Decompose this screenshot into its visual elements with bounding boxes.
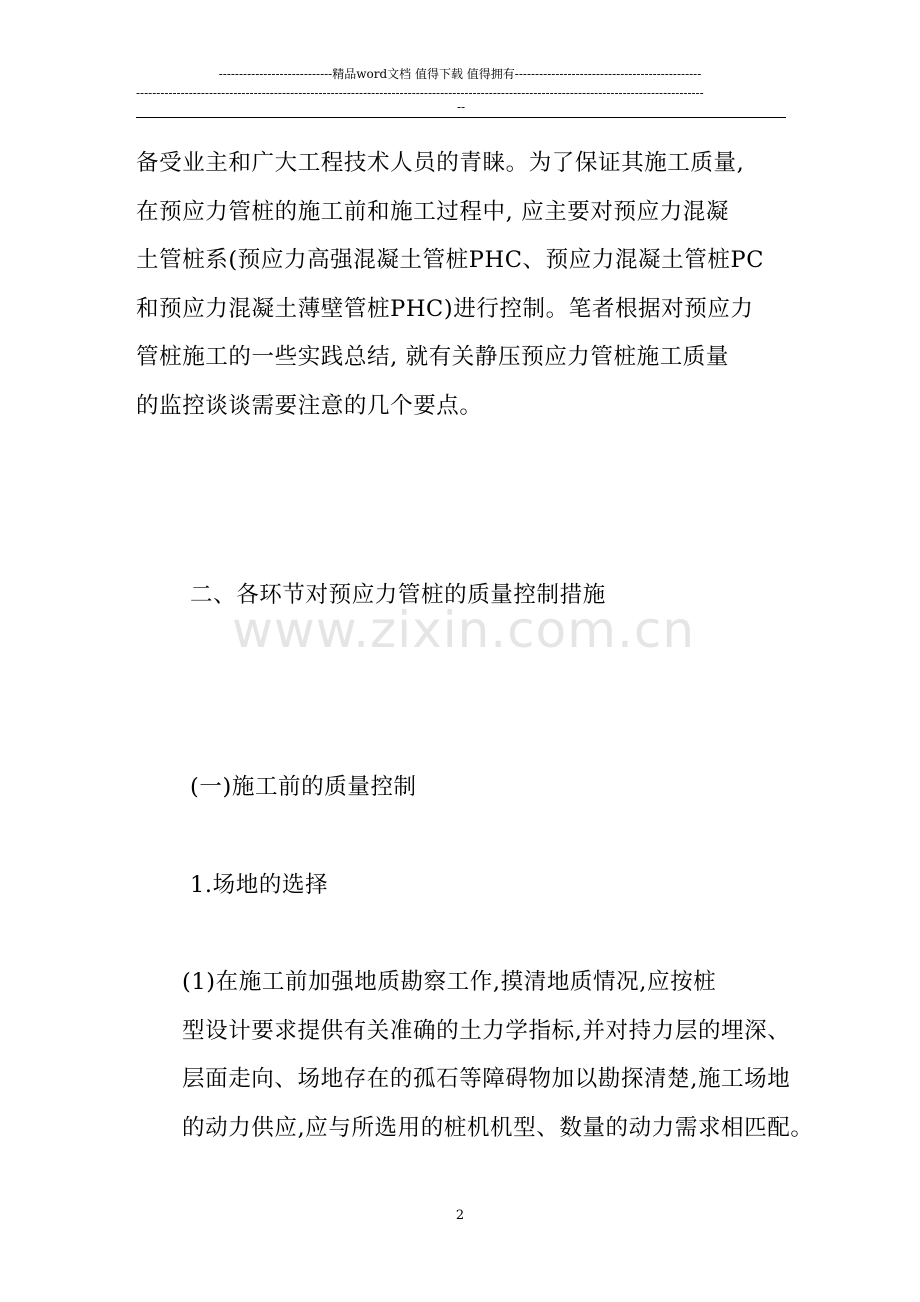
- subsection-heading: (一)施工前的质量控制: [190, 774, 417, 800]
- item-heading: 1.场地的选择: [190, 872, 329, 898]
- header-banner: ----------------------------精品word文档 值得下载 值得拥有----------------------------------------------: [218, 67, 702, 81]
- watermark: www.zixin.com.cn: [232, 601, 696, 659]
- item-paragraph: [136, 958, 814, 1152]
- text-line: 在预应力管桩的施工前和施工过程中, 应主要对预应力混凝: [136, 198, 730, 225]
- header-dash-tail: --: [456, 100, 466, 114]
- text-line: (1)在施工前加强地质勘察工作,摸清地质情况,应按桩: [182, 969, 717, 995]
- text-line: 的监控谈谈需要注意的几个要点。: [136, 392, 483, 419]
- intro-paragraph: [136, 139, 788, 430]
- text-line: 的动力供应,应与所选用的桩机机型、数量的动力需求相匹配。: [182, 1114, 814, 1141]
- text-line: 备受业主和广大工程技术人员的青睐。为了保证其施工质量,: [136, 150, 745, 176]
- text-line: 和预应力混凝土薄壁管桩PHC)进行控制。笔者根据对预应力: [136, 295, 754, 322]
- text-line: 层面走向、场地存在的孤石等障碍物加以勘探清楚,施工场地: [182, 1066, 791, 1092]
- page-number: 2: [455, 1208, 465, 1223]
- text-line: 型设计要求提供有关准确的土力学指标,并对持力层的埋深、: [182, 1017, 791, 1044]
- header-rule: [136, 117, 786, 118]
- section-heading: 二、各环节对预应力管桩的质量控制措施: [190, 582, 606, 608]
- header-dash-line: --------------------------------------------------------------------------------------------------------------------------------------------: [136, 86, 704, 100]
- text-line: 管桩施工的一些实践总结, 就有关静压预应力管桩施工质量: [136, 344, 730, 370]
- text-line: 土管桩系(预应力高强混凝土管桩PHC、预应力混凝土管桩PC: [136, 247, 765, 273]
